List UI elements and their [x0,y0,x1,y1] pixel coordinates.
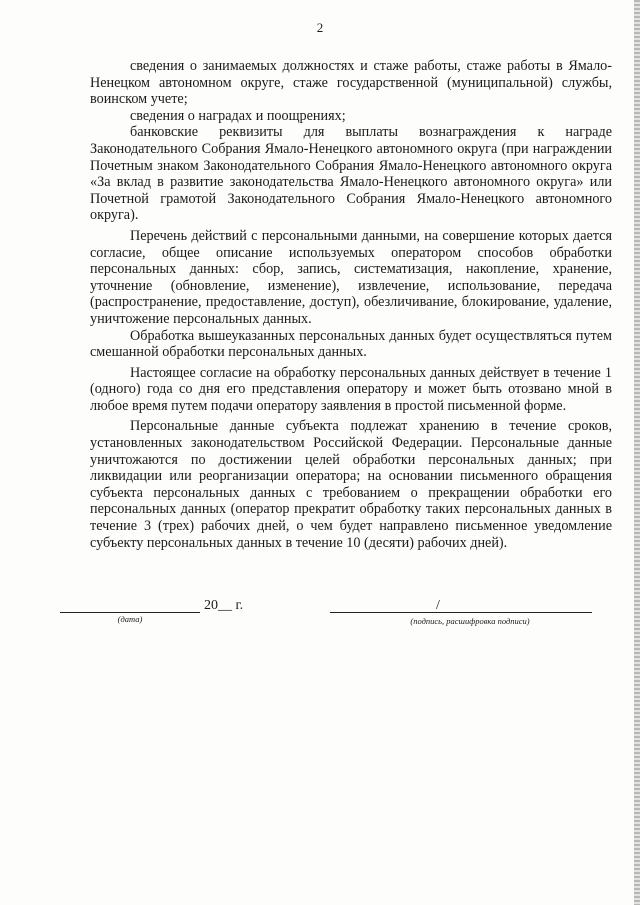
signature-caption: (подпись, расшифровка подписи) [410,616,530,626]
signature-field-line [330,612,592,613]
paragraph-bank-details: банковские реквизиты для выплаты вознаграждения к награде Законодательного Собрания Ямало-Ненецкого автономного округа (при награждении Почетным знаком Законодательного Собрания Ямало-Ненецкого автономного округа «За вклад в развитие законодательства Ямало-Ненецкого автономного округа» или Почетной грамотой Законодательного Собрания Ямало-Ненецкого автономного округа). [90,124,612,224]
page-number: 2 [316,20,324,35]
signature-block [0,598,640,638]
date-caption: (дата) [117,614,143,624]
consent-text-body [90,58,612,551]
date-field-line [60,612,200,613]
signature-separator: / [436,598,440,613]
paragraph-storage-terms: Персональные данные субъекта подлежат хранению в течение сроков, установленных законодательством Российской Федерации. Персональные данные уничтожаются по достижении целей обработки персональных данных; при ликвидации или реорганизации оператора; на основании письменного обращения субъекта персональных данных с требованием о прекращении обработки его персональных данных (оператор прекратит обработку таких персональных данных в течение 3 (трех) рабочих дней, о чем будет направлено письменное уведомление субъекту персональных данных в течение 10 (десяти) рабочих дней). [90,418,612,551]
paragraph-awards: сведения о наградах и поощрениях; [130,107,346,124]
paragraph-mixed-processing: Обработка вышеуказанных персональных данных будет осуществляться путем смешанной обработки персональных данных. [90,327,612,361]
year-text: 20__ г. [204,598,244,613]
paragraph-positions-experience: сведения о занимаемых должностях и стаже работы, стаже работы в Ямало-Ненецком автономном округе, стаже государственной (муниципальной) службы, воинском учете; [90,58,612,108]
paragraph-consent-duration: Настоящее согласие на обработку персональных данных действует в течение 1 (одного) года со дня его представления оператору и может быть отозвано мной в любое время путем подачи оператору заявления в простой письменной форме. [90,364,612,414]
scan-edge-artifact [634,0,640,905]
paragraph-processing-actions: Перечень действий с персональными данными, на совершение которых дается согласие, общее описание используемых оператором способов обработки персональных данных: сбор, запись, систематизация, накопление, хранение, уточнение (обновление, изменение), извлечение, использование, передача (распространение, предоставление, доступ), обезличивание, блокирование, удаление, уничтожение персональных данных. [90,227,612,327]
